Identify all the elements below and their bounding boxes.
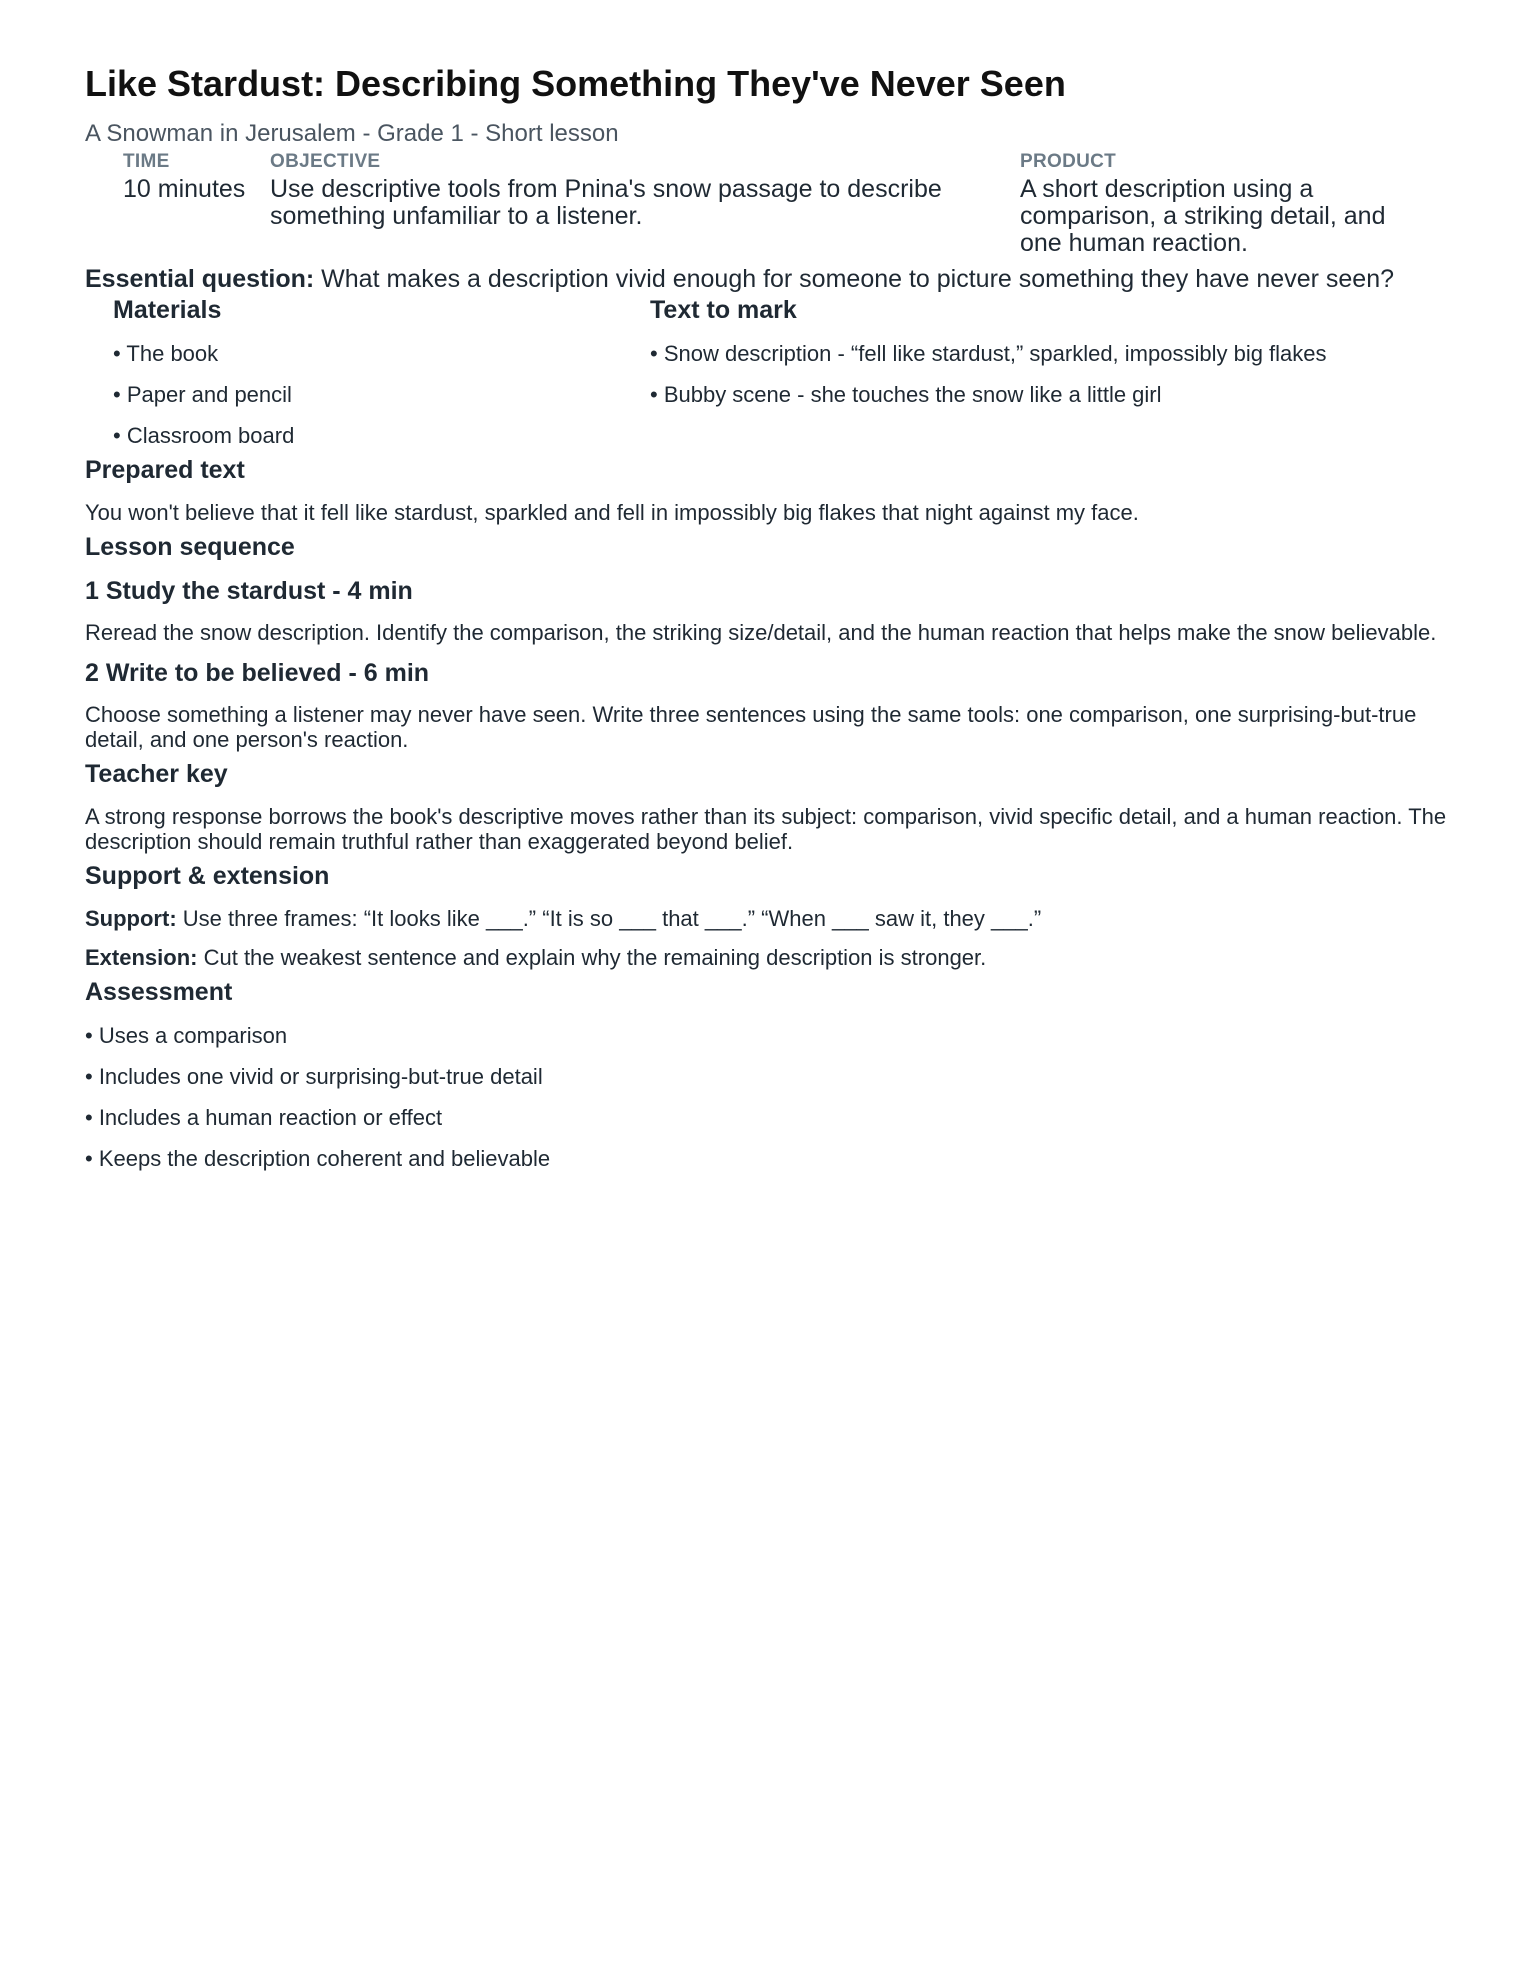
list-item: • Keeps the description coherent and believable — [85, 1146, 551, 1171]
extension-text: Cut the weakest sentence and explain why the remaining description is stronger. — [203, 945, 987, 970]
support-label: Support: — [85, 906, 177, 931]
list-item: • Snow description - “fell like stardust,” sparkled, impossibly big flakes — [650, 341, 1327, 366]
step-title: 2 Write to be believed - 6 min — [85, 659, 430, 687]
objective-value: Use descriptive tools from Pnina's snow passage to describe something unfamiliar to a listener. — [270, 175, 942, 230]
prepared-text-section — [85, 454, 1455, 525]
support-extension-section — [85, 860, 1455, 970]
assessment-heading: Assessment — [85, 978, 233, 1006]
prepared-text-heading: Prepared text — [85, 456, 245, 484]
text-to-mark-section — [650, 294, 1455, 408]
list-item: • The book — [113, 341, 219, 366]
lesson-meta — [85, 150, 1455, 258]
time-label: TIME — [123, 151, 170, 172]
teacher-key-heading: Teacher key — [85, 760, 228, 788]
list-item: • Paper and pencil — [113, 382, 292, 407]
product-label: PRODUCT — [1020, 151, 1117, 172]
essential-label: Essential question: — [85, 265, 315, 293]
materials-section — [113, 294, 633, 449]
time-value: 10 minutes — [123, 175, 246, 203]
meta-time — [123, 150, 263, 203]
list-item: • Includes one vivid or surprising-but-true detail — [85, 1064, 543, 1089]
materials-and-text — [85, 294, 1455, 454]
list-item: • Bubby scene - she touches the snow like a little girl — [650, 382, 1162, 407]
support-text: Use three frames: “It looks like ___.” “It is so ___ that ___.” “When ___ saw it, they ___.” — [182, 906, 1042, 931]
lesson-sequence-heading: Lesson sequence — [85, 533, 295, 561]
essential-text: What makes a description vivid enough for someone to picture something they have never seen? — [321, 265, 1394, 293]
objective-label: OBJECTIVE — [270, 151, 381, 172]
list-item: • Includes a human reaction or effect — [85, 1105, 443, 1130]
assessment-section — [85, 976, 1455, 1172]
text-to-mark-heading: Text to mark — [650, 296, 797, 324]
teacher-key-body: A strong response borrows the book's descriptive moves rather than its subject: comparison, vivid specific detail, and a human reaction. The description should remain truthful rather than exaggerated beyond belief. — [85, 804, 1447, 854]
extension-label: Extension: — [85, 945, 198, 970]
product-value: A short description using a comparison, a striking detail, and one human reaction. — [1020, 175, 1386, 257]
teacher-key-section — [85, 758, 1455, 854]
step-text: Choose something a listener may never have seen. Write three sentences using the same tools: one comparison, one surprising-but-true detail, and one person's reaction. — [85, 702, 1417, 752]
lesson-sequence-section — [85, 531, 1455, 752]
materials-heading: Materials — [113, 296, 222, 324]
list-item: • Uses a comparison — [85, 1023, 288, 1048]
list-item: • Classroom board — [113, 423, 295, 448]
support-line — [85, 906, 1455, 931]
meta-objective — [270, 150, 1000, 230]
page-title: Like Stardust: Describing Something They've Never Seen — [85, 63, 1066, 104]
lesson-page — [85, 62, 1455, 1172]
meta-product — [1020, 150, 1420, 257]
step-text: Reread the snow description. Identify the comparison, the striking size/detail, and the human reaction that helps make the snow believable. — [85, 620, 1437, 645]
essential-question — [85, 264, 1455, 294]
page-subtitle: A Snowman in Jerusalem - Grade 1 - Short lesson — [85, 120, 619, 147]
prepared-text-body: You won't believe that it fell like stardust, sparkled and fell in impossibly big flakes that night against my face. — [85, 500, 1139, 525]
step-title: 1 Study the stardust - 4 min — [85, 577, 413, 605]
support-extension-heading: Support & extension — [85, 862, 330, 890]
extension-line — [85, 945, 1455, 970]
